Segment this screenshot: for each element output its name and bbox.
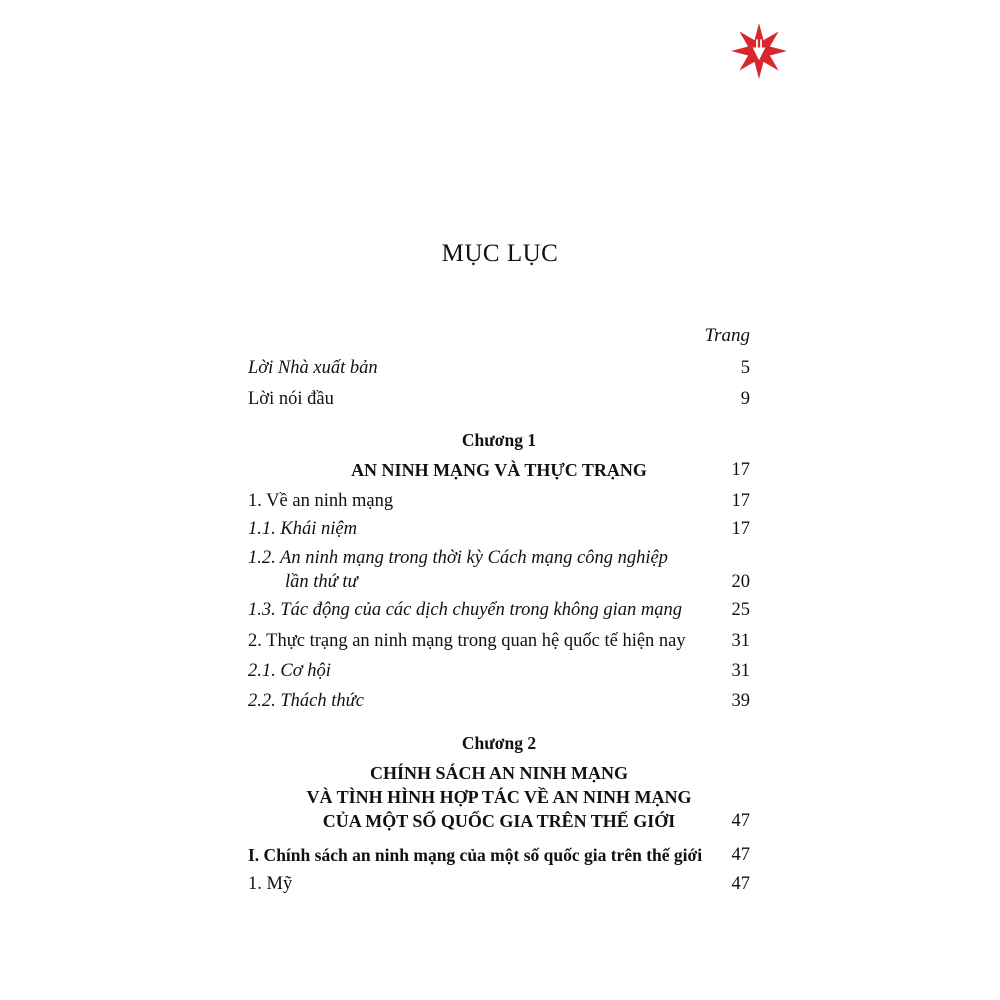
toc-entry-page: 47 — [731, 874, 750, 894]
chapter-title-line: AN NINH MẠNG VÀ THỰC TRẠNG — [351, 460, 647, 480]
toc-entry-page: 47 — [731, 811, 750, 831]
chapter-label: Chương 1 — [461, 430, 537, 450]
toc-entry-text: Lời nói đầu — [248, 389, 334, 409]
toc-entry-text: Lời Nhà xuất bản — [248, 358, 378, 378]
toc-entry-text: 1.2. An ninh mạng trong thời kỳ Cách mạng công nghiệp — [248, 548, 668, 568]
toc-entry-text: 1. Về an ninh mạng — [248, 491, 394, 511]
chapter-title-line: VÀ TÌNH HÌNH HỢP TÁC VỀ AN NINH MẠNG — [306, 787, 692, 807]
toc-entry-text: lần thứ tư — [285, 572, 358, 592]
toc-entry-text: 2. Thực trạng an ninh mạng trong quan hệ quốc tế hiện nay — [248, 631, 686, 651]
toc-entry-page: 17 — [731, 460, 750, 480]
page-column-label: Trang — [704, 325, 750, 346]
toc-entry-page: 25 — [731, 600, 750, 620]
chapter-title[interactable] — [248, 761, 750, 833]
toc-entry-page: 9 — [740, 389, 750, 409]
toc-entry-text: 2.1. Cơ hội — [248, 661, 331, 681]
chapter-label: Chương 2 — [461, 733, 537, 753]
toc-entry-page: 39 — [731, 691, 750, 711]
toc-entry-text: 1.3. Tác động của các dịch chuyển trong không gian mạng — [248, 600, 682, 620]
toc-entry-page: 17 — [731, 519, 750, 539]
toc-entry-text: 1. Mỹ — [248, 874, 293, 894]
chapter-title-line: CỦA MỘT SỐ QUỐC GIA TRÊN THẾ GIỚI — [322, 811, 676, 831]
chapter-title-line: CHÍNH SÁCH AN NINH MẠNG — [369, 763, 628, 783]
toc-entry-page: 47 — [731, 845, 750, 865]
toc-entry-page: 5 — [740, 358, 750, 378]
toc-entry-text: 2.2. Thách thức — [248, 691, 364, 711]
page-title: MỤC LỤC — [441, 240, 559, 267]
toc-entry-page: 31 — [731, 631, 750, 651]
toc-entry-page: 31 — [731, 661, 750, 681]
publisher-logo-icon — [730, 22, 788, 80]
toc-entry-page: 20 — [731, 572, 750, 592]
chapter-title[interactable] — [248, 458, 750, 482]
toc-entry-text: I. Chính sách an ninh mạng của một số quốc gia trên thế giới — [248, 845, 703, 865]
toc-entry-text: 1.1. Khái niệm — [248, 519, 357, 539]
toc-entry-page: 17 — [731, 491, 750, 511]
